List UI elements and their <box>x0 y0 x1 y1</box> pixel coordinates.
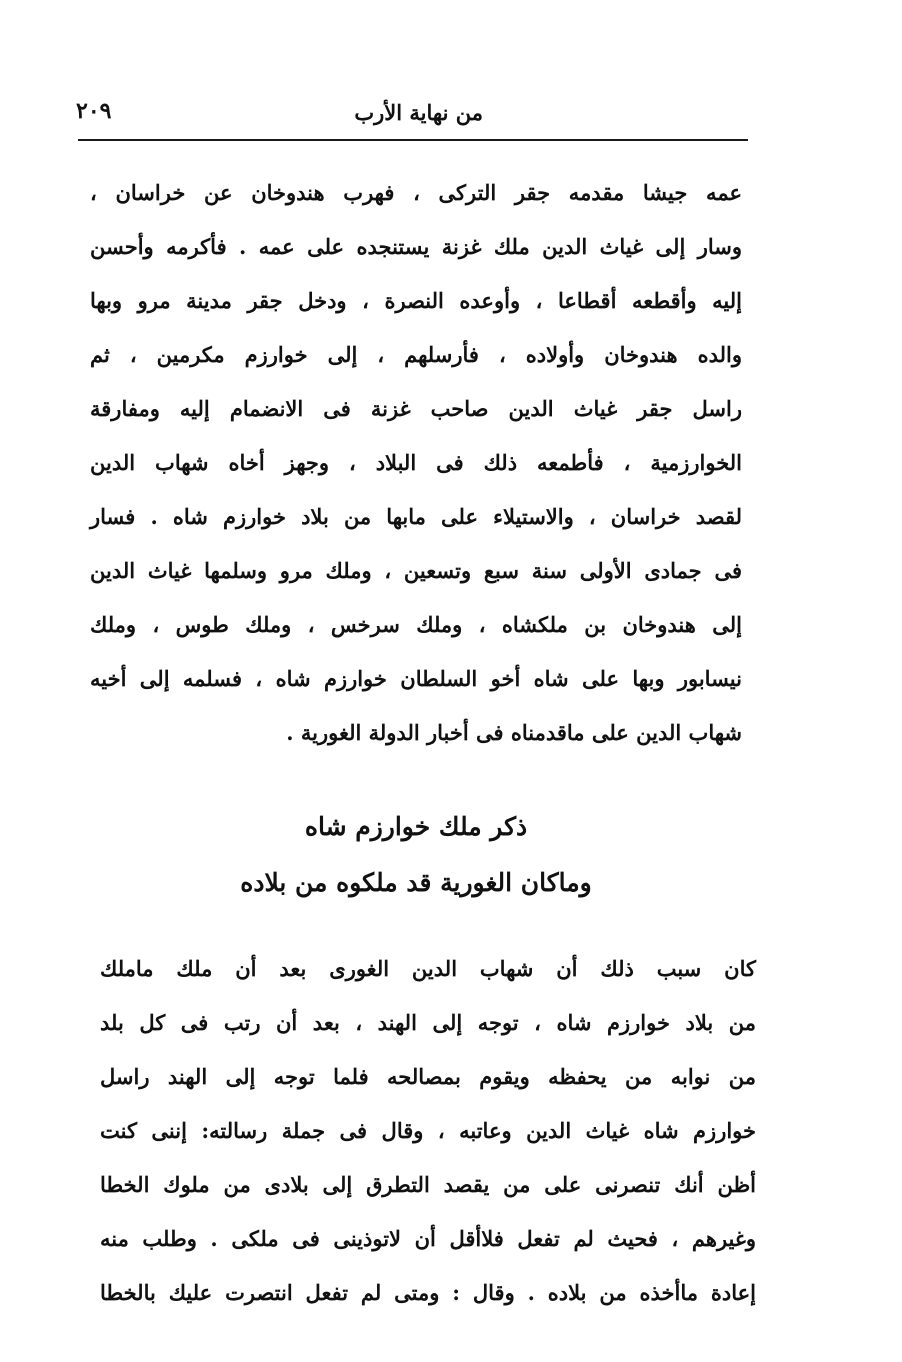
text-line: والده هندوخان وأولاده ، فأرسلهم ، إلى خوارزم مكرمين ، ثم <box>90 342 742 367</box>
text-line: وسار إلى غياث الدين ملك غزنة يستنجده على عمه . فأكرمه وأحسن <box>90 234 742 259</box>
text-line: إعادة ماأخذه من بلاده . وقال : ومتى لم تفعل انتصرت عليك بالخطا <box>100 1280 756 1305</box>
text-line: من بلاد خوارزم شاه ، توجه إلى الهند ، بعد أن رتب فى كل بلد <box>100 1010 756 1035</box>
text-line: وغيرهم ، فحيث لم تفعل فلاأقل أن لاتوذينى فى ملكى . وطلب منه <box>100 1226 756 1251</box>
text-line: إليه وأقطعه أقطاعا ، وأوعده النصرة ، ودخل جقر مدينة مرو وبها <box>90 288 742 313</box>
running-title: من نهاية الأرب <box>354 100 483 125</box>
text-line: كان سبب ذلك أن شهاب الدين الغورى بعد أن ملك ماملك <box>100 956 756 981</box>
text-line: عمه جيشا مقدمه جقر التركى ، فهرب هندوخان عن خراسان ، <box>90 180 742 205</box>
text-line: خوارزم شاه غياث الدين وعاتبه ، وقال فى جملة رسالته: إننى كنت <box>100 1118 756 1143</box>
section-heading-line-1: ذكر ملك خوارزم شاه <box>304 812 528 841</box>
text-line: لقصد خراسان ، والاستيلاء على مابها من بلاد خوارزم شاه . فسار <box>90 504 742 529</box>
text-line: شهاب الدين على ماقدمناه فى أخبار الدولة الغورية . <box>286 720 742 745</box>
text-line: إلى هندوخان بن ملكشاه ، وملك سرخس ، وملك طوس ، وملك <box>90 612 742 637</box>
text-line: نيسابور وبها على شاه أخو السلطان خوارزم شاه ، فسلمه إلى أخيه <box>90 666 742 691</box>
section-heading-line-2: وماكان الغورية قد ملكوه من بلاده <box>240 868 592 897</box>
text-line: فى جمادى الأولى سنة سبع وتسعين ، وملك مرو وسلمها غياث الدين <box>90 558 742 583</box>
paragraph-1 <box>90 166 742 760</box>
text-line: الخوارزمية ، فأطمعه ذلك فى البلاد ، وجهز أخاه شهاب الدين <box>90 450 742 475</box>
text-line: راسل جقر غياث الدين صاحب غزنة فى الانضمام إليه ومفارقة <box>90 396 742 421</box>
text-line: من نوابه من يحفظه ويقوم بمصالحه فلما توجه إلى الهند راسل <box>100 1064 756 1089</box>
paragraph-2 <box>100 942 756 1320</box>
text-line: أظن أنك تنصرنى على من يقصد التطرق إلى بلادى من ملوك الخطا <box>100 1172 756 1197</box>
page-number: ٢٠٩ <box>76 98 112 124</box>
header-rule <box>78 139 748 141</box>
page-header <box>76 96 748 132</box>
